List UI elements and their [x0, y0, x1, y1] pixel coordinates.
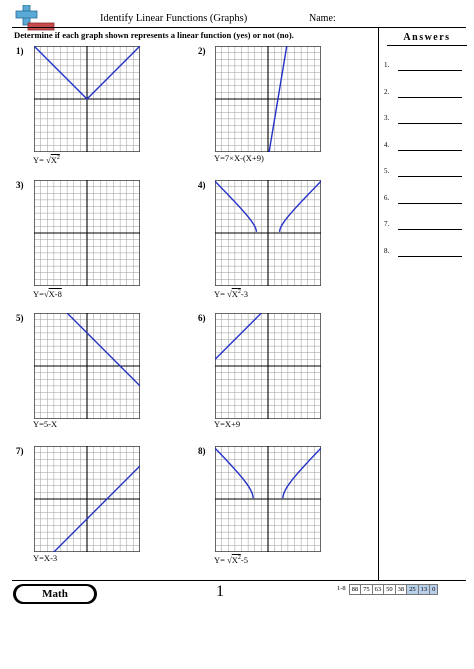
answer-blank[interactable] — [398, 123, 462, 124]
answer-blank[interactable] — [398, 97, 462, 98]
instructions: Determine if each graph shown represents a linear function (yes) or not (no). — [14, 30, 294, 40]
problem-graph — [215, 180, 321, 286]
answer-number: 5. — [384, 167, 390, 175]
problem-graph — [34, 46, 140, 152]
problem-number: 6) — [198, 313, 206, 323]
answer-blank[interactable] — [398, 256, 462, 257]
problem-graph — [34, 180, 140, 286]
score-cell: 50 — [383, 584, 396, 595]
answer-number: 3. — [384, 114, 390, 122]
answer-row — [384, 194, 464, 206]
problem-equation: Y=X+9 — [214, 419, 241, 429]
answer-row — [384, 167, 464, 179]
answer-number: 8. — [384, 246, 390, 255]
problem-graph — [34, 313, 140, 419]
answer-blank[interactable] — [398, 150, 462, 151]
problem-number: 3) — [16, 180, 24, 190]
score-cell: 13 — [418, 584, 431, 595]
answer-column-divider — [378, 28, 379, 580]
scoring-table — [336, 584, 438, 595]
problem-number: 4) — [198, 180, 206, 190]
score-cell: 75 — [360, 584, 373, 595]
answer-row — [384, 114, 464, 126]
answer-blank[interactable] — [398, 203, 462, 204]
answer-blank[interactable] — [398, 176, 462, 177]
answers-title: Answers — [403, 32, 451, 43]
problem-graph — [215, 46, 321, 152]
score-cell: 1-8 — [337, 585, 346, 592]
problem-number: 5) — [16, 313, 24, 323]
answers-title-underline — [387, 45, 467, 46]
score-cell: 25 — [406, 584, 419, 595]
answer-row — [384, 141, 464, 153]
problem-equation: Y=7×X-(X+9) — [214, 153, 264, 163]
answer-number: 4. — [384, 140, 390, 149]
brand-badge — [13, 584, 97, 604]
score-cell: 88 — [349, 584, 362, 595]
problem-equation: $Y= √X^2-3$ — [214, 289, 248, 299]
problem-equation: Y=X-3 — [33, 553, 58, 563]
problem-equation: $Y= √X^2$ — [33, 155, 60, 165]
problem-graph — [215, 446, 321, 552]
problem-equation: Y=5-X — [33, 419, 58, 429]
name-label: Name: — [309, 13, 336, 24]
problem-graph — [215, 313, 321, 419]
score-cell: 38 — [395, 584, 408, 595]
page-number: 1 — [216, 583, 224, 600]
answer-row — [384, 220, 464, 232]
answer-row — [384, 61, 464, 73]
answer-blank[interactable] — [398, 229, 462, 230]
worksheet-title: Identify Linear Functions (Graphs) — [100, 13, 248, 24]
answer-number: 6. — [384, 193, 390, 202]
answer-number: 2. — [384, 87, 390, 96]
problem-equation: Y=√X-8 — [33, 289, 62, 299]
answer-number: 1. — [384, 61, 390, 69]
problem-number: 7) — [16, 446, 24, 456]
brand-label: Math — [16, 586, 94, 602]
problem-number: 8) — [198, 446, 206, 456]
problem-equation: $Y= √X^2-5$ — [214, 555, 248, 565]
problem-graph — [34, 446, 140, 552]
problem-number: 2) — [198, 46, 206, 56]
answer-row — [384, 88, 464, 100]
footer-divider — [12, 580, 466, 581]
answer-blank[interactable] — [398, 70, 462, 71]
answer-row — [384, 247, 464, 259]
problem-number: 1) — [16, 46, 24, 56]
score-cell: 63 — [372, 584, 385, 595]
score-cell: 0 — [429, 584, 438, 595]
header-divider — [12, 27, 466, 28]
answer-number: 7. — [384, 220, 390, 228]
